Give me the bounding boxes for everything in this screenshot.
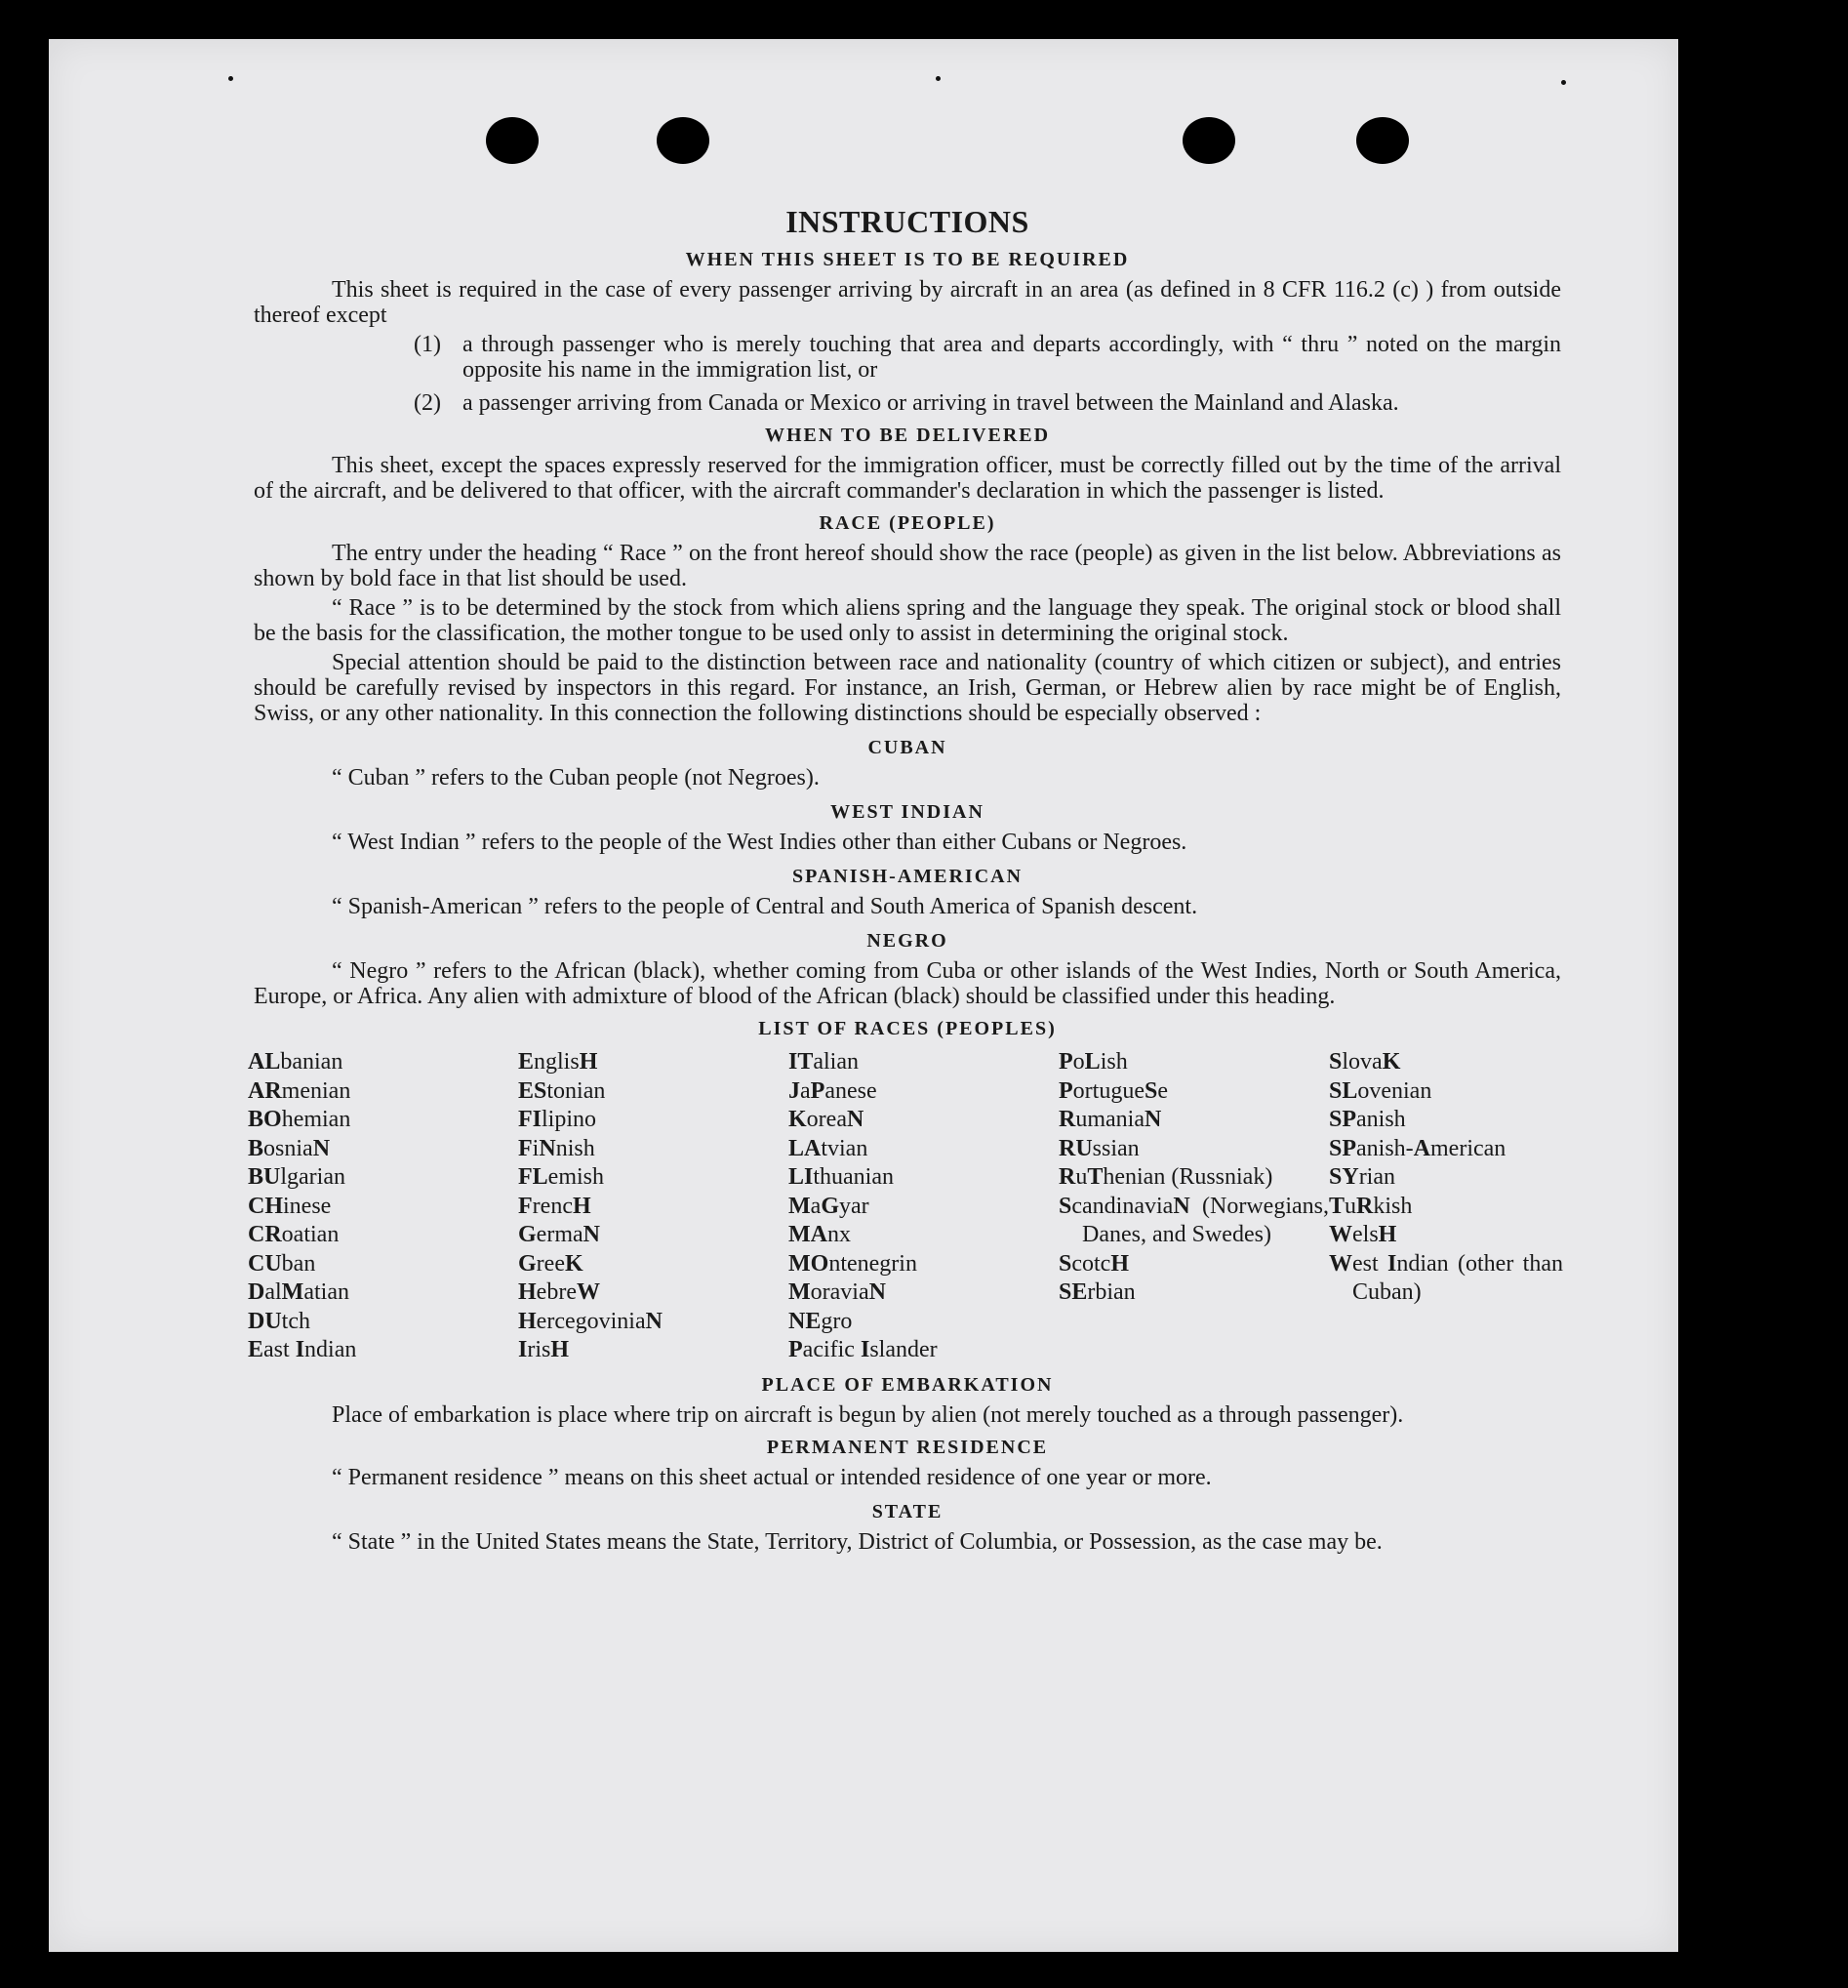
heading-embarkation: PLACE OF EMBARKATION (761, 1373, 1054, 1396)
punch-hole (1356, 117, 1409, 164)
negro-text: “ Negro ” refers to the African (black), whether coming from Cuba or other islands of the West Indies, North or South America, Europe, or Africa. Any alien with admixture of blood of the African (black) should be classified under this heading. (254, 958, 1561, 1009)
race-entry: IrisH (518, 1337, 570, 1362)
race-entry: West Indian (other than Cuban) (1329, 1250, 1563, 1305)
race-entry: CHinese (248, 1193, 332, 1219)
punch-hole (486, 117, 539, 164)
race-entry: PoLish (1059, 1049, 1128, 1075)
punch-hole (1183, 117, 1235, 164)
race-entry: ARmenian (248, 1077, 351, 1104)
race-entry: WelsH (1329, 1222, 1397, 1247)
race-entry: BosniaN (248, 1135, 331, 1161)
race-column (788, 1048, 1059, 1365)
heading-spanish-american: SPANISH-AMERICAN (791, 866, 1024, 887)
race-column (248, 1048, 518, 1365)
heading-negro: NEGRO (866, 930, 948, 952)
race-entry: GermaN (518, 1222, 600, 1247)
delivered-text: This sheet, except the spaces expressly reserved for the immigration officer, must be correctly filled out by the time of the arrival of the aircraft, and be delivered to that officer, with the aircraft commander's declaration in which the passenger is listed. (254, 453, 1561, 504)
required-intro: This sheet is required in the case of every passenger arriving by aircraft in an area (as defined in 8 CFR 116.2 (c) ) from outside thereof except (254, 277, 1561, 328)
race-entry: Pacific Islander (788, 1337, 938, 1362)
race-entry: FLemish (518, 1164, 604, 1190)
race-entry: EStonian (518, 1077, 606, 1104)
required-item (414, 390, 1561, 416)
race-entry: SPanish (1329, 1107, 1406, 1132)
west-indian-text: “ West Indian ” refers to the people of the West Indies other than either Cubans or Negroes. (332, 830, 1187, 855)
race-entry: MOntenegrin (788, 1250, 917, 1277)
item-text: a through passenger who is merely touching that area and departs accordingly, with “ thru ” noted on the margin opposite his name in the immigration list, or (462, 332, 1561, 383)
race-entry: SYrian (1329, 1164, 1395, 1190)
page-title: INSTRUCTIONS (785, 204, 1029, 239)
race-entry: RuThenian (Russniak) (1059, 1164, 1273, 1190)
race-entry: MoraviaN (788, 1279, 886, 1305)
heading-delivered: WHEN TO BE DELIVERED (764, 425, 1051, 446)
race-entry: DUtch (248, 1308, 310, 1334)
race-list (248, 1048, 1561, 1365)
heading-required: WHEN THIS SHEET IS TO BE REQUIRED (685, 249, 1130, 270)
race-entry: EnglisH (518, 1049, 598, 1075)
race-entry: BUlgarian (248, 1164, 345, 1190)
race-entry: SLovenian (1329, 1077, 1432, 1104)
heading-cuban: CUBAN (867, 737, 947, 758)
instructions-content (248, 203, 1563, 1559)
embarkation-text: Place of embarkation is place where trip on aircraft is begun by alien (not merely touched as a through passenger). (332, 1401, 1404, 1428)
race-entry: ITalian (788, 1049, 859, 1075)
race-entry: JaPanese (788, 1077, 877, 1104)
heading-residence: PERMANENT RESIDENCE (766, 1436, 1049, 1458)
race-entry: DalMatian (248, 1279, 349, 1305)
heading-list-of-races: LIST OF RACES (PEOPLES) (758, 1018, 1057, 1039)
race-entry: East Indian (248, 1337, 357, 1362)
document-sheet (49, 39, 1678, 1952)
race-paragraph-2: “ Race ” is to be determined by the stock from which aliens spring and the language they speak. The original stock or blood shall be the basis for the classification, the mother tongue to be used only to assist in determining the original stock. (254, 595, 1561, 646)
race-entry: BOhemian (248, 1107, 351, 1132)
race-entry: KoreaN (788, 1107, 864, 1132)
race-paragraph-1: The entry under the heading “ Race ” on the front hereof should show the race (people) as given in the list below. Abbreviations as shown by bold face in that list should be used. (254, 541, 1561, 591)
race-column (1059, 1048, 1329, 1365)
race-entry: MAnx (788, 1222, 851, 1247)
heading-state: STATE (871, 1500, 944, 1522)
heading-race: RACE (PEOPLE) (819, 512, 996, 534)
race-entry: HebreW (518, 1279, 600, 1305)
race-entry: CRoatian (248, 1222, 340, 1247)
speck (936, 76, 941, 81)
speck (228, 76, 233, 81)
heading-west-indian: WEST INDIAN (830, 801, 984, 823)
race-entry: NEgro (788, 1308, 853, 1334)
race-entry: ALbanian (248, 1049, 343, 1075)
race-entry: SlovaK (1329, 1049, 1401, 1075)
race-entry: MaGyar (788, 1193, 869, 1219)
race-entry: LIthuanian (788, 1164, 894, 1190)
spanish-american-text: “ Spanish-American ” refers to the people of Central and South America of Spanish descent. (332, 894, 1198, 919)
race-entry: FIlipino (518, 1107, 597, 1132)
cuban-text: “ Cuban ” refers to the Cuban people (not Negroes). (332, 765, 820, 791)
race-column (518, 1048, 788, 1365)
speck (1561, 80, 1566, 85)
race-entry: SPanish-American (1329, 1135, 1507, 1161)
required-item (414, 332, 1561, 383)
race-entry: PortugueSe (1059, 1077, 1168, 1104)
item-number: (1) (414, 332, 441, 357)
residence-text: “ Permanent residence ” means on this sheet actual or intended residence of one year or more. (332, 1464, 1212, 1490)
race-entry: RUssian (1059, 1135, 1140, 1161)
race-entry: SErbian (1059, 1279, 1136, 1305)
race-entry: HercegoviniaN (518, 1308, 663, 1334)
race-entry: LAtvian (788, 1135, 868, 1161)
race-entry: FiNnish (518, 1135, 595, 1161)
race-entry: CUban (248, 1250, 316, 1277)
item-text: a passenger arriving from Canada or Mexico or arriving in travel between the Mainland and Alaska. (462, 390, 1399, 416)
race-entry: ScandinaviaN (Norwegians, Danes, and Swedes) (1059, 1193, 1329, 1247)
item-number: (2) (414, 390, 441, 416)
race-entry: FrencH (518, 1193, 591, 1219)
race-column (1329, 1048, 1563, 1365)
race-entry: ScotcH (1059, 1250, 1130, 1277)
race-paragraph-3: Special attention should be paid to the distinction between race and nationality (country of which citizen or subject), and entries should be carefully revised by inspectors in this regard. For instance, an Irish, German, or Hebrew alien by race might be of English, Swiss, or any other nationality. In this connection the following distinctions should be especially observed : (254, 650, 1561, 726)
punch-hole (657, 117, 709, 164)
race-entry: GreeK (518, 1250, 583, 1277)
race-entry: RumaniaN (1059, 1107, 1162, 1132)
state-text: “ State ” in the United States means the State, Territory, District of Columbia, or Possession, as the case may be. (332, 1528, 1383, 1555)
race-entry: TuRkish (1329, 1193, 1413, 1219)
